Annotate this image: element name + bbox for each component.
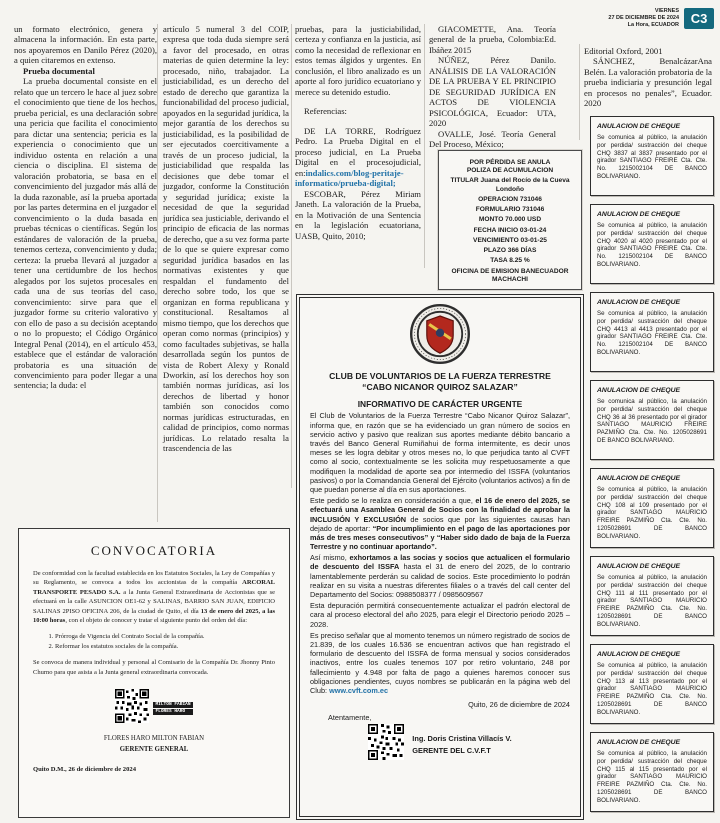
edition-date	[608, 8, 679, 29]
qr-signer-line2: FLORES HARO	[153, 709, 192, 715]
convocatoria-date-line: Quito D.M., 26 de diciembre de 2024	[33, 765, 136, 773]
article-column-1	[14, 24, 157, 391]
convocatoria-title: CONVOCATORIA	[90, 543, 218, 558]
convocatoria-comisario: Se convoca de manera individual y personal al Comisario de la Compañía Dr. Jhonny Pinto Churno para que asista a la Junta general extraordinaria convocada.	[33, 659, 275, 676]
cheque-notice	[590, 732, 714, 812]
cheque-notice-body: Se comunica al público, la anulación por perdida/ sustracción del cheque CHQ 113 al 113 presentado por el girador SANTIAGO MAURICIO FREIRE PAZMIÑO Cta. Cte. No. 1205028691 DE BANCO BOLIVARIANO.	[597, 662, 707, 716]
club-signer-title: GERENTE DEL C.V.F.T	[412, 745, 491, 755]
agenda-item: 1. Prórroga de Vigencia del Contrato Social de la compañía.	[55, 632, 275, 642]
club-date-line: Quito, 26 de diciembre de 2024	[468, 700, 570, 710]
article-column-3	[295, 24, 421, 241]
poliza-line: PLAZO 366 DÍAS	[483, 247, 537, 255]
club-name-line1: CLUB DE VOLUNTARIOS DE LA FUERZA TERRESTRE	[329, 371, 551, 381]
article-column-5	[584, 46, 712, 109]
club-paragraph: Este pedido se lo realiza en consideración a que, el 16 de enero del 2025, se efectuará una Asamblea General de Socios con la finalidad de aprobar la INCLUSIÓN Y EXCLUSIÓN de socios que por las siguientes causas han dejado de aportar: “Por incumplimiento en el pago de las aportaciones por más de tres meses consecutivos” y “Haber sido dado de baja de la Fuerza Terrestre y no continuar aportando”.	[310, 496, 571, 552]
reference-entry: GIACOMETTE, Ana. Teoría general de la prueba, Colombia:Ed. Ibáñez 2015	[429, 24, 556, 55]
poliza-titular: TITULAR Juana del Rocío de la Cueva Londoño	[450, 177, 570, 193]
article-subheading: Prueba documental	[23, 65, 95, 76]
cheque-notices-rail	[590, 116, 714, 812]
poliza-line: VENCIMIENTO 03-01-25	[473, 236, 547, 244]
article-paragraph: un formato electrónico, genera y almacena la información. En esta parte, nos apoyaremos en Danilo Pérez (2020), a quien citaremos en extenso.	[14, 24, 157, 66]
cheque-notice-body: Se comunica al público, la anulación por perdida/ sustracción del cheque CHQ 3837 al 3837 presentado por el girador SANTIAGO FREIRE Cta. Cte. No. 1215002104 DE BANCO BOLIVARIANO.	[597, 134, 707, 180]
column-divider	[424, 24, 425, 268]
cheque-notice-title: ANULACION DE CHEQUE	[597, 299, 681, 306]
reference-entry[interactable]: DE LA TORRE, Rodríguez Pedro. La Prueba Digital en el proceso judicial, en La Prueba Digital en el procesojudicial, en:indalics.com/blog-peritaje-informatico/prueba-digital;	[295, 125, 421, 189]
poliza-line: MONTO 70.000 USD	[478, 216, 542, 224]
poliza-line: TASA 8.25 %	[490, 257, 530, 265]
brand-line: La Hora, ECUADOR	[627, 22, 679, 29]
convocatoria-signer-title: GERENTE GENERAL	[119, 746, 189, 754]
page-header	[608, 8, 714, 29]
reference-entry: Editorial Oxford, 2001	[584, 46, 663, 56]
club-paragraph: El Club de Voluntarios de la Fuerza Terrestre “Cabo Nicanor Quiroz Salazar”, informa que, en razón que se ha evidenciado un gran número de socios en servicio activo y pasivo que realizan sus aportes mediante débito bancario a través del Banco General Rumiñahui de forma intermitente, es decir unos meses se les logra debitar y otros meses no, lo que perjudica tanto al CVFT como al socio, contextualmente se les solicita muy respetuosamente a que modifiquen la modalidad de aporte sea por intermedio del ISSFA (voluntarios pasivos) o por la Comandancia General del Ejército (voluntarios activos) a fin de que puedan ponerse al día en sus aportaciones.	[310, 411, 570, 494]
cheque-notice-title: ANULACION DE CHEQUE	[597, 123, 681, 130]
edition-day: VIERNES	[654, 8, 679, 14]
cheque-notice-body: Se comunica al público, la anulación por perdida/ sustracción del cheque CHQ 108 al 109 presentado por el girador SANTIAGO MAURICIO FREIRE PAZMIÑO Cta. Cte. No. 1205028691 DE BANCO BOLIVARIANO.	[597, 486, 707, 540]
cheque-notice-title: ANULACION DE CHEQUE	[597, 475, 681, 482]
poliza-line: FECHA INICIO 03-01-24	[473, 226, 547, 234]
qr-signature-label	[153, 701, 192, 717]
cheque-notice	[590, 556, 714, 636]
column-divider	[579, 44, 580, 140]
convocatoria-agenda-list	[55, 632, 275, 653]
article-paragraph: pruebas, para la justiciabilidad, certeza y confianza en la justicia, así como la necesidad de reflexionar en estos temas álgidos y urgentes. En conclusión, el libro analizado es un aporte al foro jurídico ecuatoriano y merece su detenido estudio.	[295, 24, 421, 97]
cheque-notice-body: Se comunica al público, la anulación por perdida/ sustracción del cheque CHQ 4413 al 4413 presentado por el girador SANTIAGO FREIRE Cta. Cte. No. 1215002104 DE BANCO BOLIVARIANO.	[597, 310, 707, 356]
column-divider	[291, 24, 292, 488]
reference-entry: SÁNCHEZ, BenalcázarAna Belén. La valoración probatoria de la prueba indiciaria y presunción legal en procesos no penales”, Ecuador. 2020	[584, 56, 712, 109]
poliza-office: OFICINA DE EMISION BANECUADOR MACHACHI	[451, 267, 569, 283]
cheque-notice-body: Se comunica al público, la anulación por perdida/ sustracción del cheque CHQ 115 al 115 presentado por el girador SANTIAGO MAURICIO FREIRE PAZMIÑO Cta. Cte. No. 1205028691 DE BANCO BOLIVARIANO.	[597, 750, 707, 804]
club-paragraph: Así mismo, exhortamos a las socias y socios que actualicen el formulario de descuento del ISSFA hasta el 31 de enero del 2025, de lo contrario lamentablemente perderán su calidad de socios. Este procedimiento lo podrán realizar en su visita a nuestras diferentes filiales o a través del call center del Departamento del Socios: 0988508377 / 0985609567	[310, 553, 571, 600]
club-paragraph: Esta depuración permitirá consecuentemente actualizar el padrón electoral de cara al proceso electoral del año 2025, para elegir el Directorio periodo 2025 – 2028.	[310, 601, 570, 629]
article-column-2	[163, 24, 289, 454]
reference-entry: ESCOBAR, Pérez Miriam Janeth. La valoración de la Prueba, en la Motivación de una Sentencia en la legislación ecuatoriana, UASB, Quito, 2010;	[295, 188, 421, 241]
cheque-notice	[590, 292, 714, 372]
poliza-line: OPERACION 731046	[478, 195, 542, 203]
convocatoria-notice-box	[18, 528, 290, 818]
convocatoria-signer-name: FLORES HARO MILTON FABIAN	[103, 735, 205, 743]
poliza-line: FORMULARIO 731046	[475, 206, 545, 214]
cheque-notice	[590, 468, 714, 548]
club-notice-title: INFORMATIVO DE CARÁCTER URGENTE	[357, 399, 523, 410]
cheque-notice-body: Se comunica al público, la anulación por perdida/ sustracción del cheque CHQ 36 al 36 presentado por el girador SANTIAGO MAURICIO FREIRE PAZMIÑO Cta. Cte. No. 1205028691 DE BANCO BOLIVARIANO.	[597, 398, 707, 444]
qr-signer-line1: MILTON FABIAN	[155, 701, 191, 707]
qr-code	[368, 724, 404, 765]
article-paragraph: La prueba documental consiste en el relato que un tercero le hace al juez sobre el conocimiento que tiene de los hechos, prueba pericial, es una declaración sobre una pericia que facilita el conocimiento para dictar una sentencia; pericia es la experiencia o conocimiento que un individuo ostenta en relación a una ciencia o disciplina. El sistema de valoración probatoria, se basa en el convencimiento del juzgador más allá de la duda razonable, así la prueba aportada por las partes determina en el juzgador el convencimiento o la duda basada en pruebas técnicas o científicas. Según los estándares de valoración de la prueba, tenemos certeza, convencimiento y duda; certeza: la prueba llevará al juzgador a tener una certidumbre de los hechos alegados por los sujetos procesales en cada una de sus teorías del caso, convencimiento: sirve para que el juzgador forme su criterio valorativo y con ello de paso a su decisión aceptando o no lo propuesto; el Código Orgánico Integral Penal (2014), en el artículo 453, establece que el estándar de valoración probatoria es una situación de convencimiento para poder llegar a una sentencia; la duda: el	[14, 76, 157, 391]
reference-entry: NÚÑEZ, Pérez Danilo. ANÁLISIS DE LA VALORACIÓN DE LA PRUEBA Y EL PRINCIPIO DE SEGURIDAD JURÍDICA EN ACTOS DE VIOLENCIA PSICOLÓGICA, Ecuador: UTA, 2020	[429, 55, 556, 129]
cheque-notice-title: ANULACION DE CHEQUE	[597, 211, 681, 218]
club-emblem-icon	[410, 304, 470, 369]
club-name-line2: “CABO NICANOR QUIROZ SALAZAR”	[362, 381, 518, 392]
club-paragraph: Es preciso señalar que al momento tenemos un número registrado de socios de 21.839, de los cuales 16.536 se encuentran activos que han registrado el formulario de descuento del ISSFA de forma mensual y socios considerados inactivos, entre los cuales tenemos 107 por retiro voluntario, 248 por fallecimiento y 4.948 por falta de pago a quienes haremos conocer sus obligaciones pendientes, cuyos nombres se publicarán en la página web del Club: www.cvft.com.ec	[310, 630, 570, 695]
club-notice-box	[296, 294, 584, 820]
cheque-notice-title: ANULACION DE CHEQUE	[597, 563, 681, 570]
cheque-notice-body: Se comunica al público, la anulación por perdida/ sustracción del cheque CHQ 4020 al 4020 presentado por el girador SANTIAGO FREIRE Cta. Cte. No. 1215002104 DE BANCO BOLIVARIANO.	[597, 222, 707, 268]
column-divider	[157, 24, 158, 522]
article-paragraph: artículo 5 numeral 3 del COIP, expresa que toda duda siempre será a favor del procesado, en otras materias de quien determine la ley: procesado, niño, trabajador. La justiciabilidad, es un derecho del estado de derecho que garantiza la funcionabilidad del proceso judicial, apoyados en la seguridad jurídica, la mejor garantía de los derechos su justiciabilidad, es la posibilidad de ser ejecutados coercitivamente a través de un proceso judicial, la justiciabilidad que respalda las decisiones que debe tomar el juzgador, conforme la Constitución y seguridad jurídica; existe la necesidad de que la seguridad jurídica sea justiciable, derivando el principio de eficacia de las normas de derecho, que a su vez forma parte de lo que se quiere expresar como seguridad jurídica basados en las normativas existentes y que respaldan el fundamento del derecho sobre todo, los que se organizan en forma republicana y constitucional. Resaltamos al mismo tiempo, que los derechos que operan como normas (principios) y como facultades subjetivas, se halla desarrollada según los puntos de vista de Robert Alexy y Ronald Dworkin, así los derechos hoy son también normas jurídicas, así los derechos de libertad y honor también son conocidos como normas jurídicas estructuradas, en calidad de principios, como normas jurídicas. Lo relatado resalta la trascendencia de las	[163, 24, 289, 454]
references-heading: Referencias:	[304, 106, 347, 117]
cheque-notice-title: ANULACION DE CHEQUE	[597, 651, 681, 658]
cheque-notice	[590, 644, 714, 724]
convocatoria-body: De conformidad con la facultad establecida en los Estatutos Sociales, la Ley de Compañías y su Reglamento, se convoca a todos los accionistas de la compañía ARCORAL TRANSPORTE PESADO S.A. a la Junta General Extraordinaria de Accionistas que se efectuará en la calle ASUNCION OE1-62 y SALINAS, BARRIO SAN JUAN, EDIFICIO SALINAS 2PISO OFICINA 206, de la ciudad de Quito, el día 13 de enero del 2025, a las 10:00 horas, con el objeto de conocer y tratar el siguiente punto del orden del día:	[33, 570, 275, 625]
cheque-notice-body: Se comunica al público, la anulación por perdida/ sustracción del cheque CHQ 111 al 111 presentado por el girador SANTIAGO MAURICIO FREIRE PAZMIÑO Cta. Cte. No. 1205028691 DE BANCO BOLIVARIANO.	[597, 574, 707, 628]
cheque-notice	[590, 204, 714, 284]
cheque-notice	[590, 380, 714, 460]
section-badge: C3	[684, 8, 714, 29]
cheque-notice-title: ANULACION DE CHEQUE	[597, 387, 681, 394]
poliza-anulacion-notice	[438, 150, 582, 290]
poliza-title-line1: POR PÉRDIDA SE ANULA	[469, 159, 551, 166]
club-signer-name: Ing. Doris Cristina Villacís V.	[412, 734, 512, 744]
cheque-notice	[590, 116, 714, 196]
reference-entry: OVALLE, José. Teoría General Del Proceso, México;	[429, 128, 556, 150]
cheque-notice-title: ANULACION DE CHEQUE	[597, 739, 681, 746]
poliza-title-line2: POLIZA DE ACUMULACION	[466, 167, 554, 175]
edition-date-line: 27 DE DICIEMBRE DE 2024	[608, 15, 679, 22]
qr-code	[115, 689, 149, 728]
club-closing: Atentamente,	[328, 713, 372, 723]
agenda-item: 2. Reformar los estatutos sociales de la compañía.	[55, 642, 275, 652]
article-column-4	[429, 24, 556, 150]
